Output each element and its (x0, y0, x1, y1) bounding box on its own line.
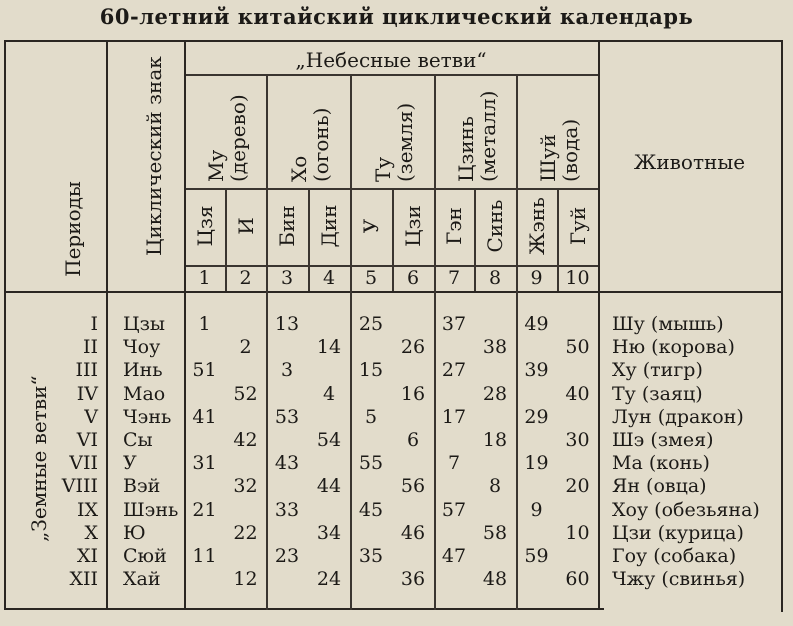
row-period: XI (76, 545, 98, 567)
column-index: 10 (565, 267, 590, 289)
table-cell: 37 (441, 313, 467, 335)
table-cell: 15 (358, 359, 384, 382)
header-earthly: „Земные ветви“ (27, 375, 51, 542)
table-cell: 52 (233, 382, 258, 405)
group-element: (земля) (393, 102, 417, 182)
row-period: VIII (61, 475, 98, 498)
table-cell: 35 (358, 545, 384, 567)
column-divider (308, 188, 310, 291)
group-header (205, 72, 249, 186)
group-name: Хо (287, 155, 311, 182)
table-cell: 9 (530, 498, 543, 521)
table-cell: 5 (364, 405, 378, 428)
column-divider (392, 188, 394, 291)
column-index: 5 (364, 267, 378, 289)
group-header (537, 72, 581, 186)
column-index: 6 (406, 267, 420, 289)
row-sign: Инь (123, 359, 163, 382)
column-divider (434, 74, 436, 610)
row-animal: Ян (овца) (612, 475, 707, 498)
header-periods: Периоды (61, 181, 85, 277)
table-cell: 28 (482, 382, 508, 405)
table-cell: 1 (198, 313, 211, 335)
row-animal: Шу (мышь) (612, 313, 724, 335)
row-sign: Мао (123, 382, 166, 405)
branch-label: Гэн (442, 207, 466, 245)
table-cell: 16 (400, 382, 426, 405)
table-cell: 4 (322, 382, 336, 405)
row-sign: У (123, 452, 137, 475)
table-cell: 27 (441, 359, 467, 382)
table-cell: 29 (524, 405, 549, 428)
table-cell: 36 (400, 568, 426, 591)
table-cell: 38 (482, 336, 508, 359)
table-cell: 39 (524, 359, 549, 382)
column-index: 1 (198, 267, 211, 289)
group-name: Му (204, 149, 228, 182)
row-period: I (90, 313, 98, 335)
group-name: Ту (371, 156, 395, 182)
table-cell: 47 (441, 545, 467, 567)
branch-label: Гуй (565, 206, 590, 246)
row-animal: Ту (заяц) (612, 382, 703, 405)
table-cell: 11 (192, 545, 217, 567)
row-animal: Хоу (обезьяна) (612, 498, 760, 521)
row-period: VII (69, 452, 98, 475)
column-divider (266, 74, 268, 610)
row-period: V (84, 405, 98, 428)
row-period: IV (76, 382, 98, 405)
table-cell: 19 (524, 452, 549, 475)
table-cell: 40 (565, 382, 590, 405)
table-cell: 30 (565, 429, 590, 451)
table-cell: 2 (239, 336, 252, 359)
table-cell: 54 (316, 429, 342, 451)
header-sign: Циклический знак (142, 56, 166, 256)
table-cell: 8 (488, 475, 502, 498)
table-cell: 22 (233, 521, 258, 544)
table-cell: 44 (316, 475, 342, 498)
table-cell: 12 (233, 568, 258, 591)
row-period: III (75, 359, 98, 382)
group-element: (вода) (558, 118, 582, 182)
group-name: Цзинь (454, 116, 478, 182)
column-divider (557, 188, 559, 291)
row-sign: Сюй (123, 545, 167, 567)
group-header (372, 72, 416, 186)
group-header (288, 72, 332, 186)
table-cell: 33 (274, 498, 300, 521)
table-cell: 34 (316, 521, 342, 544)
table-cell: 45 (358, 498, 384, 521)
page-title: 60-летний китайский циклический календарь (99, 4, 694, 29)
row-animal: Ню (корова) (612, 336, 735, 359)
row-sign: Вэй (123, 475, 161, 498)
table-cell: 13 (274, 313, 300, 335)
row-animal: Чжу (свинья) (612, 568, 746, 591)
row-period: II (82, 336, 98, 359)
branch-label: Синь (483, 199, 507, 253)
table-cell: 17 (441, 405, 467, 428)
table-cell: 32 (233, 475, 258, 498)
row-animal: Гоу (собака) (612, 545, 737, 567)
header-heavenly: „Небесные ветви“ (295, 48, 487, 72)
column-index: 8 (488, 267, 502, 289)
table-cell: 14 (316, 336, 342, 359)
branch-label: У (359, 218, 383, 234)
table-cell: 55 (358, 452, 384, 475)
row-period: VI (76, 429, 98, 451)
branch-label: Цзя (192, 205, 217, 247)
branch-label: И (233, 217, 258, 235)
table-cell: 18 (482, 429, 508, 451)
branch-label: Цзи (401, 205, 425, 247)
table-cell: 26 (400, 336, 426, 359)
table-cell: 42 (233, 429, 258, 451)
table-cell: 46 (400, 521, 426, 544)
column-divider (350, 74, 352, 610)
row-period: IX (76, 498, 98, 521)
row-animal: Лун (дракон) (612, 405, 744, 428)
table-cell: 48 (482, 568, 508, 591)
group-name: Шуй (536, 134, 560, 182)
row-sign: Хай (123, 568, 161, 591)
row-sign: Чэнь (123, 405, 172, 428)
column-index: 9 (530, 267, 543, 289)
table-cell: 3 (280, 359, 294, 382)
table-cell: 21 (192, 498, 217, 521)
table-cell: 50 (565, 336, 590, 359)
column-index: 4 (322, 267, 336, 289)
group-element: (металл) (476, 90, 500, 182)
table-cell: 20 (565, 475, 590, 498)
row-sign: Шэнь (123, 498, 179, 521)
column-index: 2 (239, 267, 252, 289)
table-cell: 23 (274, 545, 300, 567)
table-cell: 53 (274, 405, 300, 428)
row-sign: Сы (123, 429, 153, 451)
row-period: X (84, 521, 98, 544)
table-cell: 41 (192, 405, 217, 428)
column-divider (225, 188, 227, 291)
branch-label: Бин (275, 205, 299, 247)
row-animal: Цзи (курица) (612, 521, 744, 544)
table-cell: 7 (447, 452, 461, 475)
header-animals: Животные (633, 150, 746, 174)
column-divider (474, 188, 476, 291)
table-cell: 10 (565, 521, 590, 544)
branch-label: Дин (317, 204, 341, 248)
row-animal: Ху (тигр) (612, 359, 703, 382)
table-cell: 59 (524, 545, 549, 567)
row-period: XII (69, 568, 98, 591)
table-cell: 24 (316, 568, 342, 591)
table-cell: 49 (524, 313, 549, 335)
column-index: 3 (280, 267, 294, 289)
table-cell: 51 (192, 359, 217, 382)
row-animal: Ма (конь) (612, 452, 710, 475)
group-element: (дерево) (226, 94, 250, 182)
table-cell: 60 (565, 568, 590, 591)
table-cell: 56 (400, 475, 426, 498)
table-cell: 31 (192, 452, 217, 475)
table-cell: 58 (482, 521, 508, 544)
branch-label: Жэнь (524, 197, 549, 255)
table-cell: 43 (274, 452, 300, 475)
group-header (455, 72, 499, 186)
row-animal: Шэ (змея) (612, 429, 714, 451)
table-cell: 57 (441, 498, 467, 521)
row-sign: Цзы (123, 313, 166, 335)
row-sign: Чоу (123, 336, 161, 359)
table-cell: 25 (358, 313, 384, 335)
row-sign: Ю (123, 521, 146, 544)
column-index: 7 (447, 267, 461, 289)
table-cell: 6 (406, 429, 420, 451)
group-element: (огонь) (309, 107, 333, 182)
column-divider (516, 74, 518, 610)
